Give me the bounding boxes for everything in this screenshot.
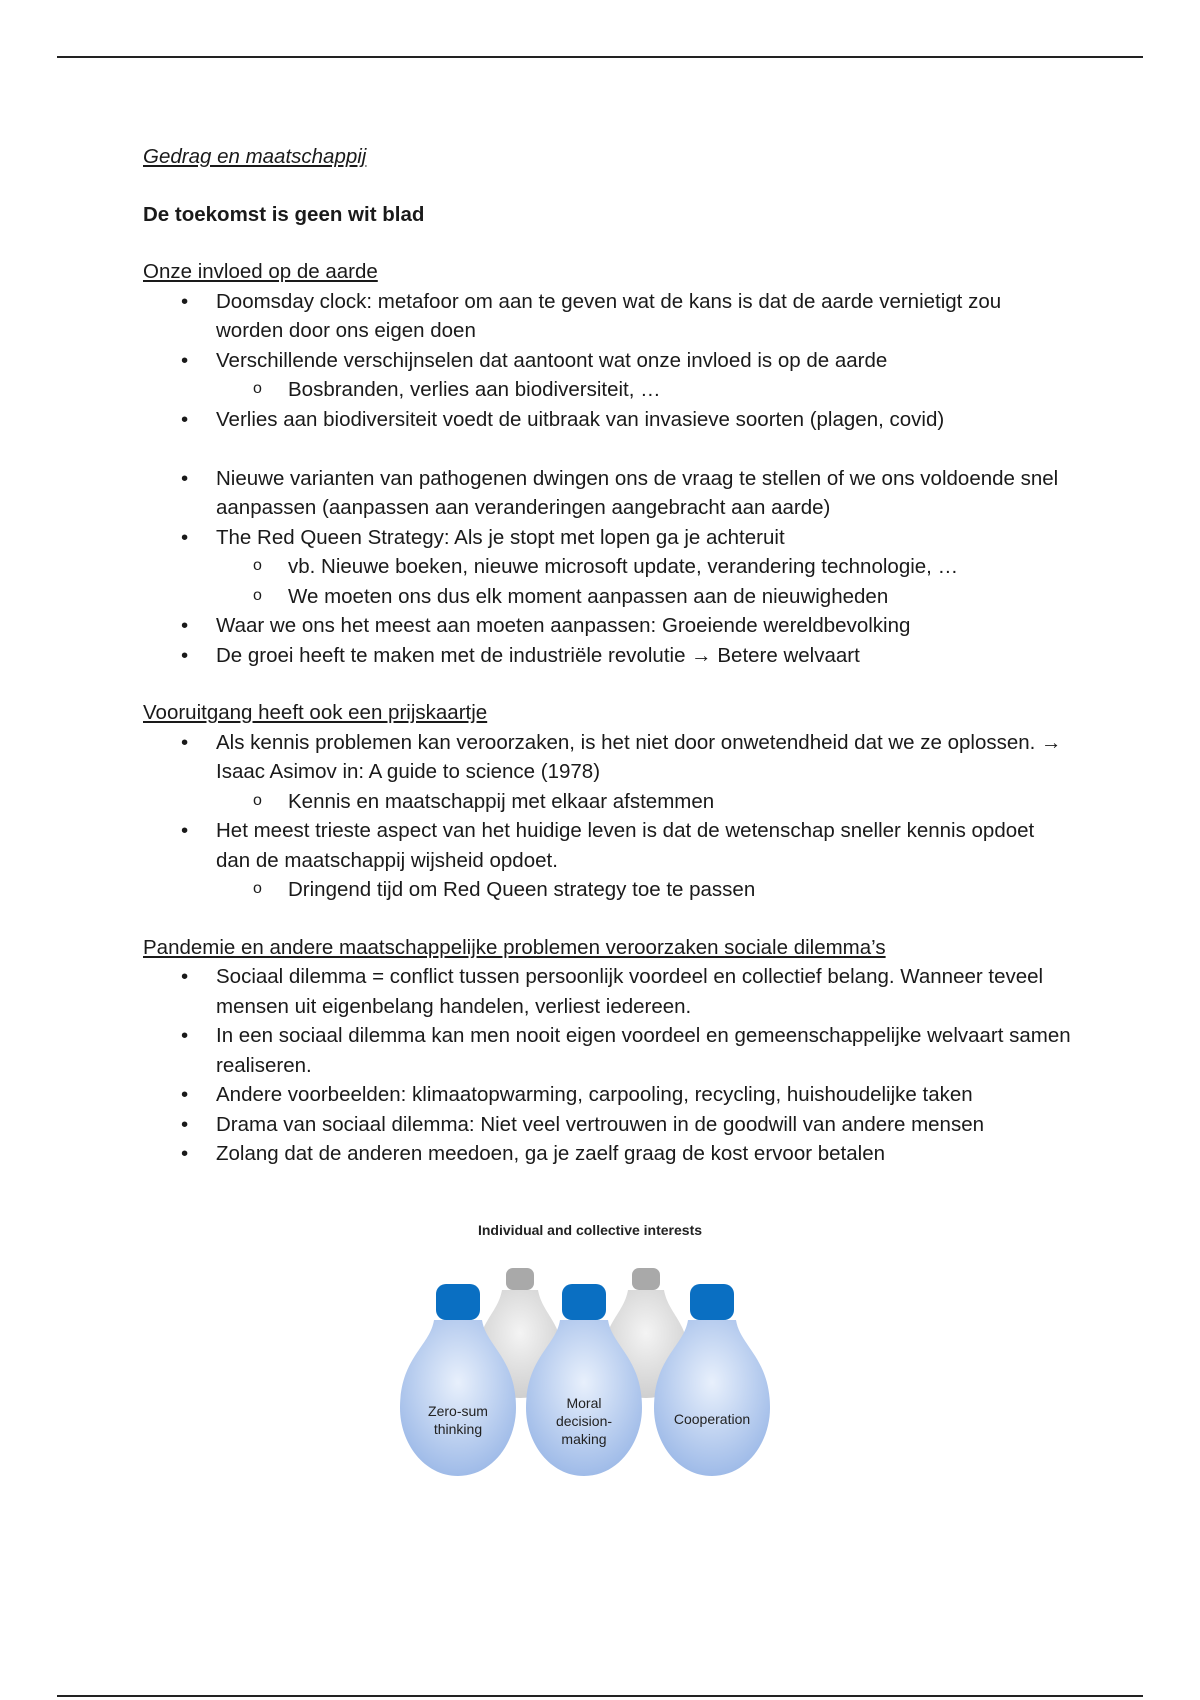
section-vooruitgang — [143, 698, 1073, 905]
list-item: • In een sociaal dilemma kan men nooit eigen voordeel en gemeenschappelijke welvaart samen realiseren. — [143, 1021, 1073, 1080]
bullet-list — [143, 728, 1073, 905]
empty-line — [143, 434, 1073, 464]
section-heading: Onze invloed op de aarde — [143, 260, 378, 283]
list-item: • Sociaal dilemma = conflict tussen persoonlijk voordeel en collectief belang. Wanneer teveel mensen uit eigenbelang handelen, verliest iedereen. — [143, 962, 1073, 1021]
section-heading: Vooruitgang heeft ook een prijskaartje — [143, 701, 488, 724]
figure-title: Individual and collective interests — [477, 1222, 703, 1238]
list-item: • Het meest trieste aspect van het huidige leven is dat de wetenschap sneller kennis opdoet dan de maatschappij wijsheid opdoet. — [143, 816, 1073, 875]
list-item: • Als kennis problemen kan veroorzaken, is het niet door onwetendheid dat we ze oplossen. → Isaac Asimov in: A guide to science (1978) — [143, 728, 1073, 787]
bulb-label: Moral — [566, 1395, 602, 1411]
list-item: • Waar we ons het meest aan moeten aanpassen: Groeiende wereldbevolking — [143, 611, 1073, 641]
sub-list-item: o Kennis en maatschappij met elkaar afstemmen — [143, 787, 1073, 817]
section-heading: Pandemie en andere maatschappelijke problemen veroorzaken sociale dilemma’s — [143, 935, 886, 959]
list-item: • Verschillende verschijnselen dat aantoont wat onze invloed is op de aarde — [143, 346, 1073, 376]
sub-list-item: o Dringend tijd om Red Queen strategy toe te passen — [143, 875, 1073, 905]
list-item: • The Red Queen Strategy: Als je stopt met lopen ga je achteruit — [143, 523, 1073, 553]
bulb-label: Zero-sum — [428, 1403, 488, 1419]
sub-list-item: o vb. Nieuwe boeken, nieuwe microsoft update, verandering technologie, … — [143, 552, 1073, 582]
bulb-label: thinking — [433, 1421, 483, 1437]
document-title: De toekomst is geen wit blad — [143, 202, 425, 226]
bullet-list — [143, 962, 1073, 1169]
bulb-label: making — [561, 1431, 607, 1447]
bullet-list — [143, 287, 1073, 671]
list-item: • Andere voorbeelden: klimaatopwarming, carpooling, recycling, huishoudelijke taken — [143, 1080, 1073, 1110]
bulb-cap — [436, 1284, 480, 1320]
section-sociale-dilemmas — [143, 933, 1073, 1169]
list-item: • De groei heeft te maken met de industriële revolutie → Betere welvaart — [143, 641, 1073, 671]
bulb-cap — [690, 1284, 734, 1320]
document-subtitle: Gedrag en maatschappij — [143, 145, 367, 168]
interests-figure — [400, 1218, 780, 1478]
lightbulbs-illustration — [400, 1218, 780, 1478]
bulb-label: Cooperation — [673, 1411, 751, 1427]
bulb-cap — [562, 1284, 606, 1320]
bulb-cap — [506, 1268, 534, 1290]
sub-list-item: o Bosbranden, verlies aan biodiversiteit, … — [143, 375, 1073, 405]
bulb-cap — [632, 1268, 660, 1290]
footer-rule — [57, 1695, 1143, 1697]
section-invloed-aarde — [143, 257, 1073, 670]
list-item: • Nieuwe varianten van pathogenen dwingen ons de vraag te stellen of we ons voldoende snel aanpassen (aanpassen aan veranderingen aangebracht aan aarde) — [143, 464, 1073, 523]
sub-list-item: o We moeten ons dus elk moment aanpassen aan de nieuwigheden — [143, 582, 1073, 612]
list-item: • Drama van sociaal dilemma: Niet veel vertrouwen in de goodwill van andere mensen — [143, 1110, 1073, 1140]
header-rule — [57, 56, 1143, 58]
list-item: • Zolang dat de anderen meedoen, ga je zaelf graag de kost ervoor betalen — [143, 1139, 1073, 1169]
document-body — [143, 142, 1073, 1197]
bulb-label: decision- — [555, 1413, 613, 1429]
list-item: • Verlies aan biodiversiteit voedt de uitbraak van invasieve soorten (plagen, covid) — [143, 405, 1073, 435]
list-item: • Doomsday clock: metafoor om aan te geven wat de kans is dat de aarde vernietigt zou worden door ons eigen doen — [143, 287, 1073, 346]
